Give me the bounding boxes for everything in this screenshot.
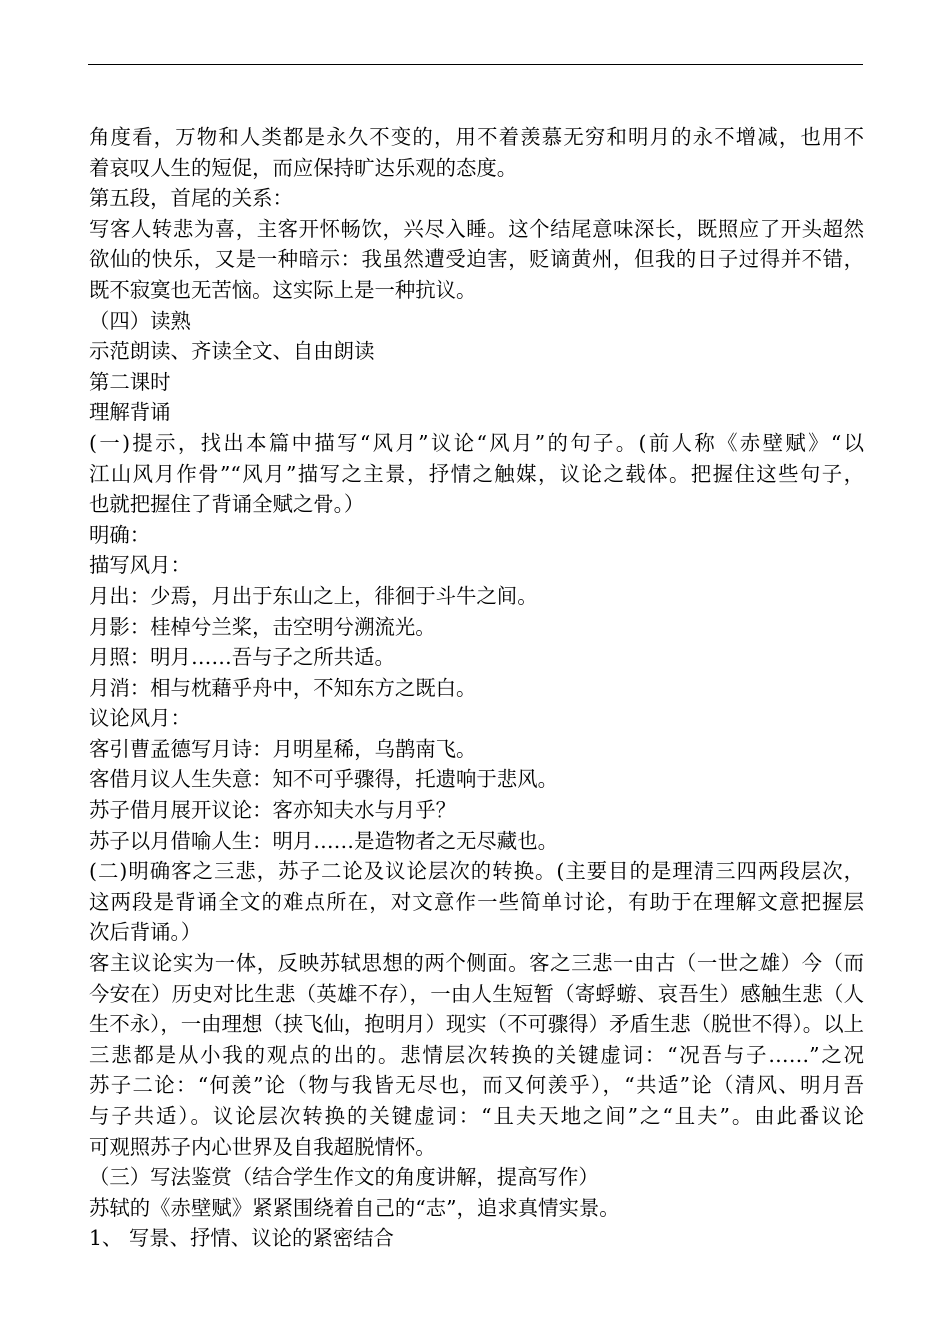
text-line: 既不寂寞也无苦恼。这实际上是一种抗议。 [89, 277, 477, 302]
text-line: 也就把握住了背诵全赋之骨。） [89, 492, 365, 517]
text-line: 1、 写景、抒情、议论的紧密结合 [89, 1226, 394, 1251]
text-line: 客借月议人生失意：知不可乎骤得，托遗响于悲风。 [89, 767, 558, 792]
text-line: （三）写法鉴赏（结合学生作文的角度讲解，提高写作） [89, 1165, 599, 1190]
text-line: 苏子借月展开议论：客亦知夫水与月乎？ [89, 798, 457, 823]
text-line: （四）读熟 [89, 308, 191, 333]
text-line: 江山风月作骨”“风月”描写之主景，抒情之触媒，议论之载体。把握住这些句子， [89, 461, 864, 486]
text-line: 苏子以月借喻人生：明月……是造物者之无尽藏也。 [89, 828, 558, 853]
text-line: 月消：相与枕藉乎舟中，不知东方之既白。 [89, 675, 477, 700]
text-line: 角度看，万物和人类都是永久不变的，用不着羡慕无穷和明月的永不增减，也用不 [89, 125, 864, 149]
text-line: (一)提示，找出本篇中描写“风月”议论“风月”的句子。(前人称《赤壁赋》“以 [89, 430, 864, 455]
text-line: 今安在）历史对比生悲（英雄不存），一由人生短暂（寄蜉蝣、哀吾生）感触生悲（人 [89, 981, 864, 1006]
text-line: 次后背诵。） [89, 920, 202, 945]
text-line: 这两段是背诵全文的难点所在，对文意作一些简单讨论，有助于在理解文意把握层 [89, 889, 864, 914]
text-line: 生不永），一由理想（挟飞仙，抱明月）现实（不可骤得）矛盾生悲（脱世不得）。以上 [89, 1012, 864, 1037]
text-line: 明确： [89, 522, 151, 547]
text-line: 与子共适）。议论层次转换的关键虚词：“且夫天地之间”之“且夫”。由此番议论 [89, 1104, 864, 1128]
text-line: 第五段，首尾的关系： [89, 186, 293, 211]
text-line: 第二课时 [89, 369, 171, 394]
text-line: 写客人转悲为喜，主客开怀畅饮，兴尽入睡。这个结尾意味深长，既照应了开头超然 [89, 216, 864, 241]
header-rule [88, 64, 863, 65]
text-line: 月影：桂棹兮兰桨，击空明兮溯流光。 [89, 614, 436, 639]
text-line: 月照：明月……吾与子之所共适。 [89, 645, 395, 670]
text-line: 客引曹孟德写月诗：月明星稀，乌鹊南飞。 [89, 736, 477, 761]
text-line: 示范朗读、齐读全文、自由朗读 [89, 339, 375, 364]
text-line: 苏轼的《赤壁赋》紧紧围绕着自己的“志”，追求真情实景。 [89, 1195, 620, 1220]
document-body [89, 122, 864, 1254]
text-line: 客主议论实为一体，反映苏轼思想的两个侧面。客之三悲一由古（一世之雄）今（而 [89, 951, 864, 976]
text-line: 理解背诵 [89, 400, 171, 425]
text-line: 着哀叹人生的短促，而应保持旷达乐观的态度。 [89, 155, 518, 180]
text-line: 苏子二论：“何羡”论（物与我皆无尽也，而又何羡乎），“共适”论（清风、明月吾 [89, 1073, 864, 1098]
text-line: 三悲都是从小我的观点的出的。悲情层次转换的关键虚词：“况吾与子……”之况 [89, 1042, 864, 1067]
text-line: (二)明确客之三悲，苏子二论及议论层次的转换。(主要目的是理清三四两段层次， [89, 859, 864, 884]
text-line: 可观照苏子内心世界及自我超脱情怀。 [89, 1134, 436, 1159]
text-line: 欲仙的快乐，又是一种暗示：我虽然遭受迫害，贬谪黄州，但我的日子过得并不错， [89, 247, 864, 272]
text-line: 议论风月： [89, 706, 191, 731]
text-line: 月出：少焉，月出于东山之上，徘徊于斗牛之间。 [89, 583, 538, 608]
text-line: 描写风月： [89, 553, 191, 578]
